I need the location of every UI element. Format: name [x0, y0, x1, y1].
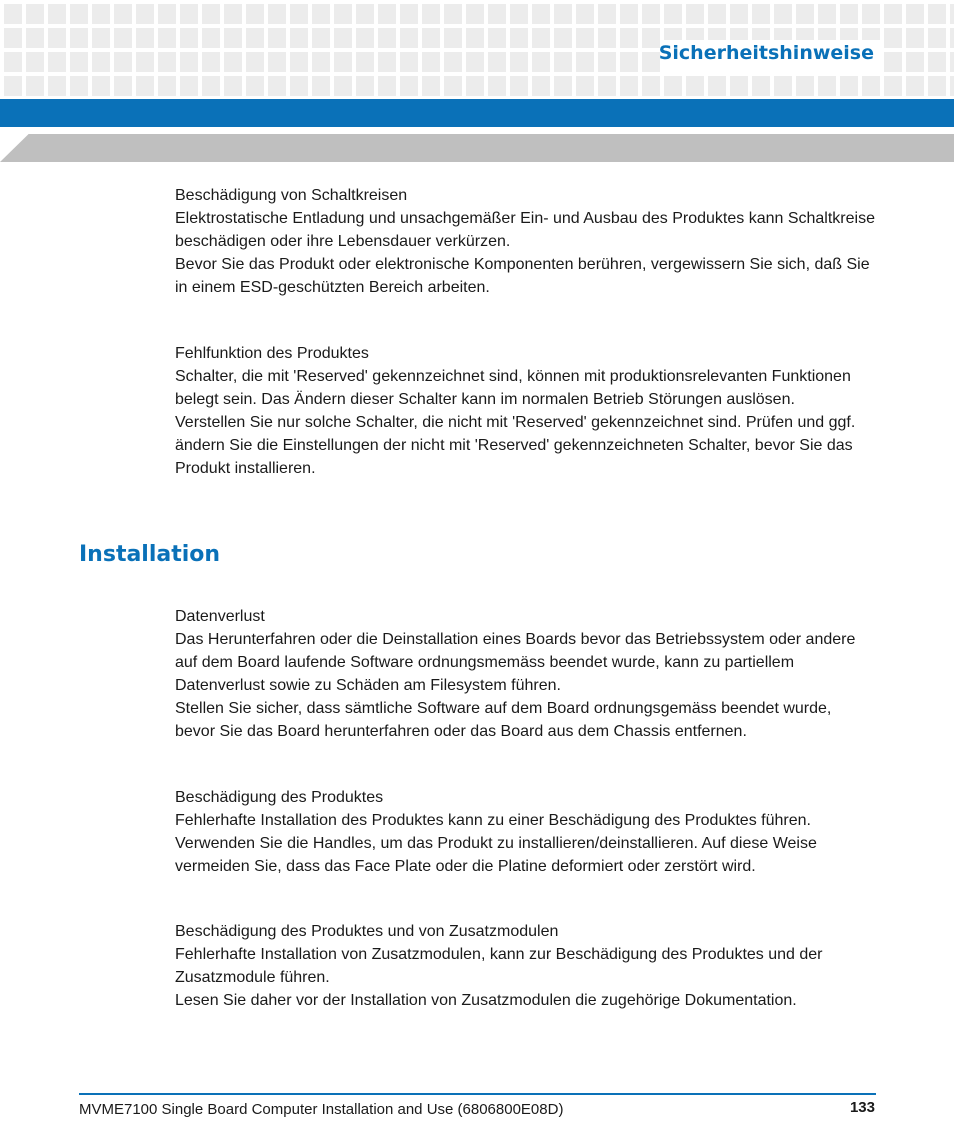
header-gray-band: [0, 134, 954, 162]
notice-title: Beschädigung von Schaltkreisen: [175, 187, 408, 204]
header-blue-band: [0, 99, 954, 127]
notice-text: Lesen Sie daher vor der Installation von Zusatzmodulen die zugehörige Dokumentation.: [175, 992, 797, 1009]
footer-doc-title: MVME7100 Single Board Computer Installation and Use (6806800E08D): [79, 1101, 564, 1118]
notice-text: Stellen Sie sicher, dass sämtliche Software auf dem Board ordnungsgemäss beendet wurde, bevor Sie das Board herunterfahren oder das Board aus dem Chassis entfernen.: [175, 700, 832, 740]
notice-text: Bevor Sie das Produkt oder elektronische Komponenten berühren, vergewissern Sie sich, daß Sie in einem ESD-geschützten Bereich arbeiten.: [175, 256, 870, 296]
notice-module-damage: [175, 920, 875, 1012]
notice-text: Fehlerhafte Installation des Produktes kann zu einer Beschädigung des Produktes führen.: [175, 812, 811, 829]
notice-text: Verstellen Sie nur solche Schalter, die nicht mit 'Reserved' gekennzeichnet sind. Prüfen und ggf. ändern Sie die Einstellungen der nicht mit 'Reserved' gekennzeichneten Schalter, bevor Sie das Produkt installieren.: [175, 414, 856, 477]
section-title: Sicherheitshinweise: [658, 42, 874, 64]
footer-rule: [79, 1093, 876, 1095]
notice-title: Beschädigung des Produktes und von Zusatzmodulen: [175, 923, 559, 940]
notice-title: Beschädigung des Produktes: [175, 789, 384, 806]
page-number: 133: [849, 1099, 875, 1116]
notice-text: Schalter, die mit 'Reserved' gekennzeichnet sind, können mit produktionsrelevanten Funktionen belegt sein. Das Ändern dieser Schalter kann im normalen Betrieb Störungen auslösen.: [175, 368, 851, 408]
notice-circuit-damage: [175, 184, 875, 299]
notice-text: Das Herunterfahren oder die Deinstallation eines Boards bevor das Betriebssystem oder andere auf dem Board laufende Software ordnungsmemäss beendet wurde, kann zu partiellem Datenverlust sowie zu Schäden am Filesystem führen.: [175, 631, 856, 694]
notice-text: Verwenden Sie die Handles, um das Produkt zu installieren/deinstallieren. Auf diese Weise vermeiden Sie, dass das Face Plate oder die Platine deformiert oder zerstört wird.: [175, 835, 817, 875]
notice-text: Elektrostatische Entladung und unsachgemäßer Ein- und Ausbau des Produktes kann Schaltkreise beschädigen oder ihre Lebensdauer verkürzen.: [175, 210, 875, 250]
installation-heading: Installation: [79, 542, 221, 567]
notice-malfunction: [175, 342, 875, 480]
notice-data-loss: [175, 605, 875, 743]
notice-product-damage: [175, 786, 875, 878]
notice-text: Fehlerhafte Installation von Zusatzmodulen, kann zur Beschädigung des Produktes und der Zusatzmodule führen.: [175, 946, 823, 986]
notice-title: Fehlfunktion des Produktes: [175, 345, 369, 362]
notice-title: Datenverlust: [175, 608, 265, 625]
